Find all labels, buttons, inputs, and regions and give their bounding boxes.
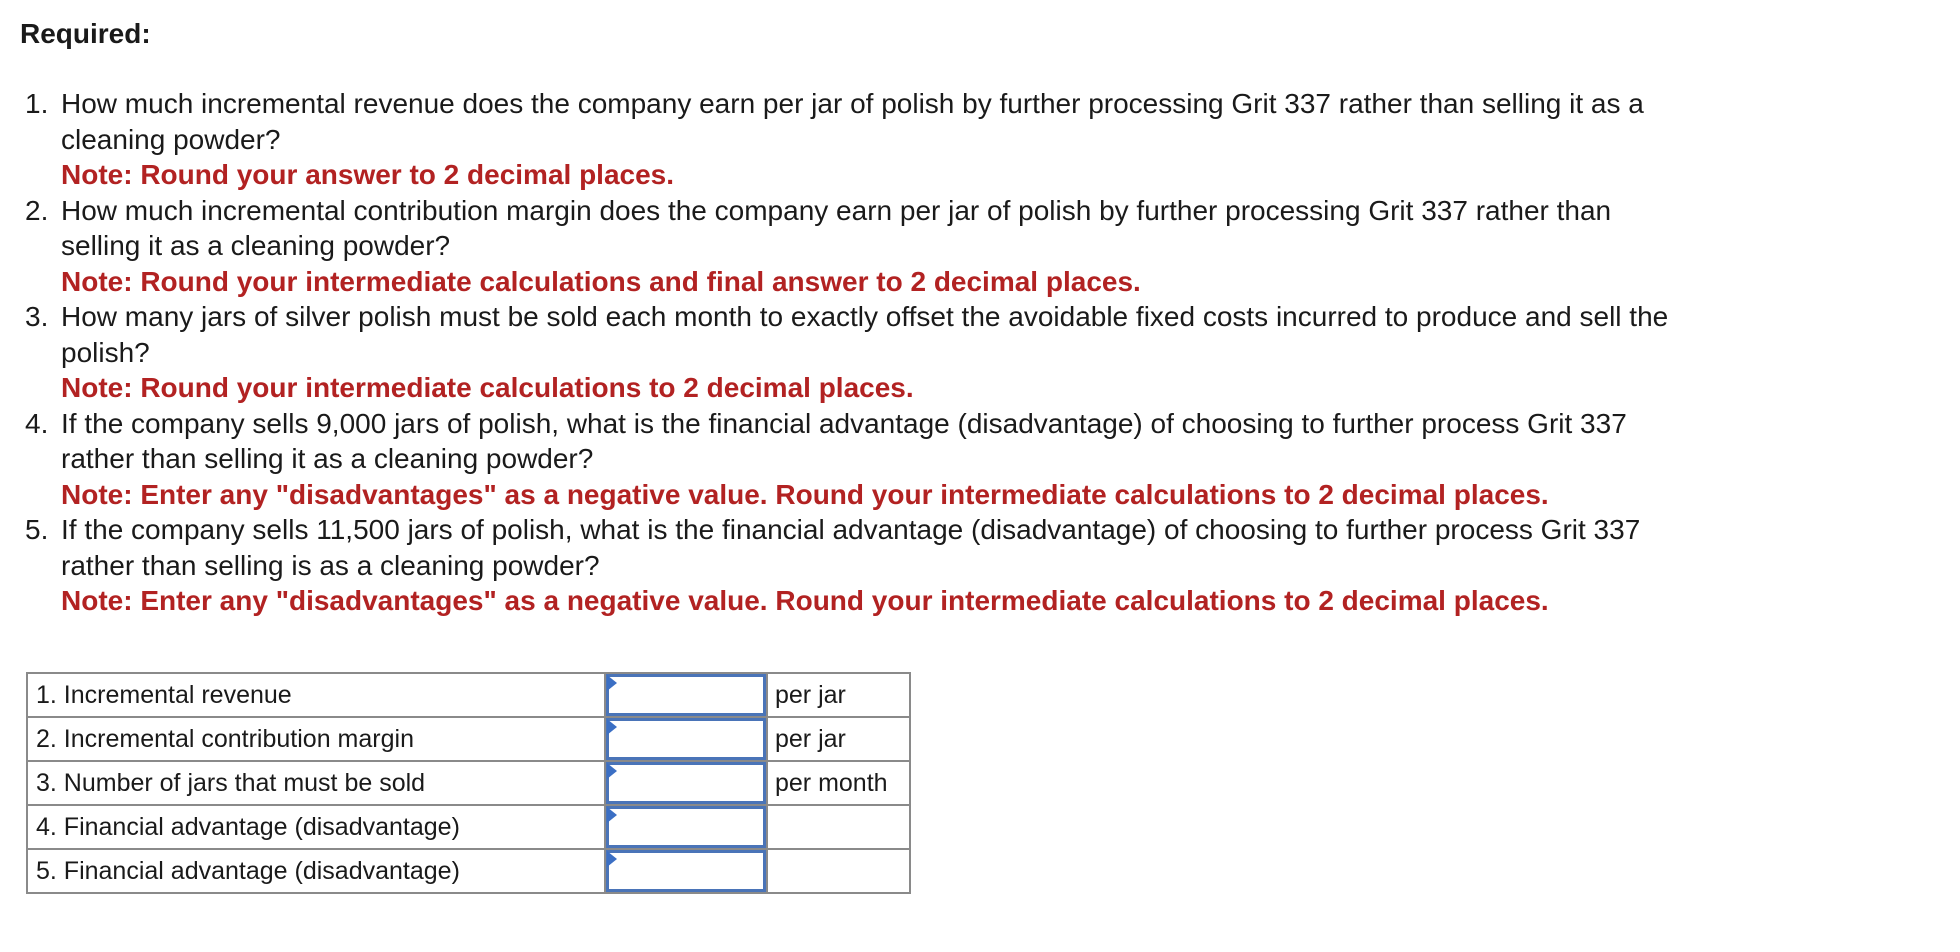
question-note: Note: Enter any "disadvantages" as a negative value. Round your intermediate calculations to 2 decimal places. xyxy=(61,478,1549,510)
financial-advantage-9000-input[interactable] xyxy=(606,806,766,848)
answer-row-contribution-margin xyxy=(27,717,910,761)
unit-label xyxy=(767,805,910,849)
questions-list xyxy=(20,86,1940,619)
answer-row-jars-sold xyxy=(27,761,910,805)
input-indicator-icon xyxy=(607,807,617,823)
question-text: If the company sells 11,500 jars of polish, what is the financial advantage (disadvantage) of choosing to further process Grit 337 rather than selling is as a cleaning powder? xyxy=(61,514,1641,581)
input-cell xyxy=(605,849,767,893)
unit-label xyxy=(767,849,910,893)
unit-label: per month xyxy=(767,761,910,805)
incremental-revenue-input[interactable] xyxy=(606,674,766,716)
input-indicator-icon xyxy=(607,675,617,691)
input-cell xyxy=(605,673,767,717)
question-item xyxy=(20,406,1940,513)
question-number: 1. xyxy=(25,88,49,119)
required-heading: Required: xyxy=(20,18,151,49)
input-cell xyxy=(605,805,767,849)
jars-sold-input[interactable] xyxy=(606,762,766,804)
contribution-margin-input[interactable] xyxy=(606,718,766,760)
input-cell xyxy=(605,717,767,761)
question-item xyxy=(20,86,1940,193)
question-note: Note: Round your intermediate calculations and final answer to 2 decimal places. xyxy=(61,265,1141,297)
question-note: Note: Enter any "disadvantages" as a negative value. Round your intermediate calculations to 2 decimal places. xyxy=(61,585,1549,616)
question-number: 3. xyxy=(25,301,49,332)
question-item xyxy=(20,512,1940,619)
question-text: If the company sells 9,000 jars of polish, what is the financial advantage (disadvantage) of choosing to further process Grit 337 rather than selling it as a cleaning powder? xyxy=(61,407,1627,474)
question-item xyxy=(20,193,1940,300)
question-note: Note: Round your answer to 2 decimal places. xyxy=(61,159,675,190)
input-indicator-icon xyxy=(607,851,617,867)
question-number: 2. xyxy=(25,194,49,226)
row-label: 4. Financial advantage (disadvantage) xyxy=(27,805,605,849)
input-cell xyxy=(605,761,767,805)
answer-row-financial-advantage-11500 xyxy=(27,849,910,893)
answer-row-incremental-revenue xyxy=(27,673,910,717)
question-text: How much incremental contribution margin does the company earn per jar of polish by further processing Grit 337 rather than selling it as a cleaning powder? xyxy=(61,194,1612,261)
input-indicator-icon xyxy=(607,719,617,735)
question-number: 4. xyxy=(25,407,49,439)
row-label: 2. Incremental contribution margin xyxy=(27,717,605,761)
question-note: Note: Round your intermediate calculations to 2 decimal places. xyxy=(61,372,914,403)
question-number: 5. xyxy=(25,514,49,545)
unit-label: per jar xyxy=(767,717,910,761)
question-text: How many jars of silver polish must be sold each month to exactly offset the avoidable fixed costs incurred to produce and sell the polish? xyxy=(61,301,1669,368)
unit-label: per jar xyxy=(767,673,910,717)
row-label: 1. Incremental revenue xyxy=(27,673,605,717)
question-text: How much incremental revenue does the company earn per jar of polish by further processing Grit 337 rather than selling it as a cleaning powder? xyxy=(61,88,1644,155)
financial-advantage-11500-input[interactable] xyxy=(606,850,766,892)
row-label: 5. Financial advantage (disadvantage) xyxy=(27,849,605,893)
answer-table xyxy=(26,672,911,894)
input-indicator-icon xyxy=(607,763,617,779)
question-item xyxy=(20,299,1940,406)
answer-row-financial-advantage-9000 xyxy=(27,805,910,849)
row-label: 3. Number of jars that must be sold xyxy=(27,761,605,805)
